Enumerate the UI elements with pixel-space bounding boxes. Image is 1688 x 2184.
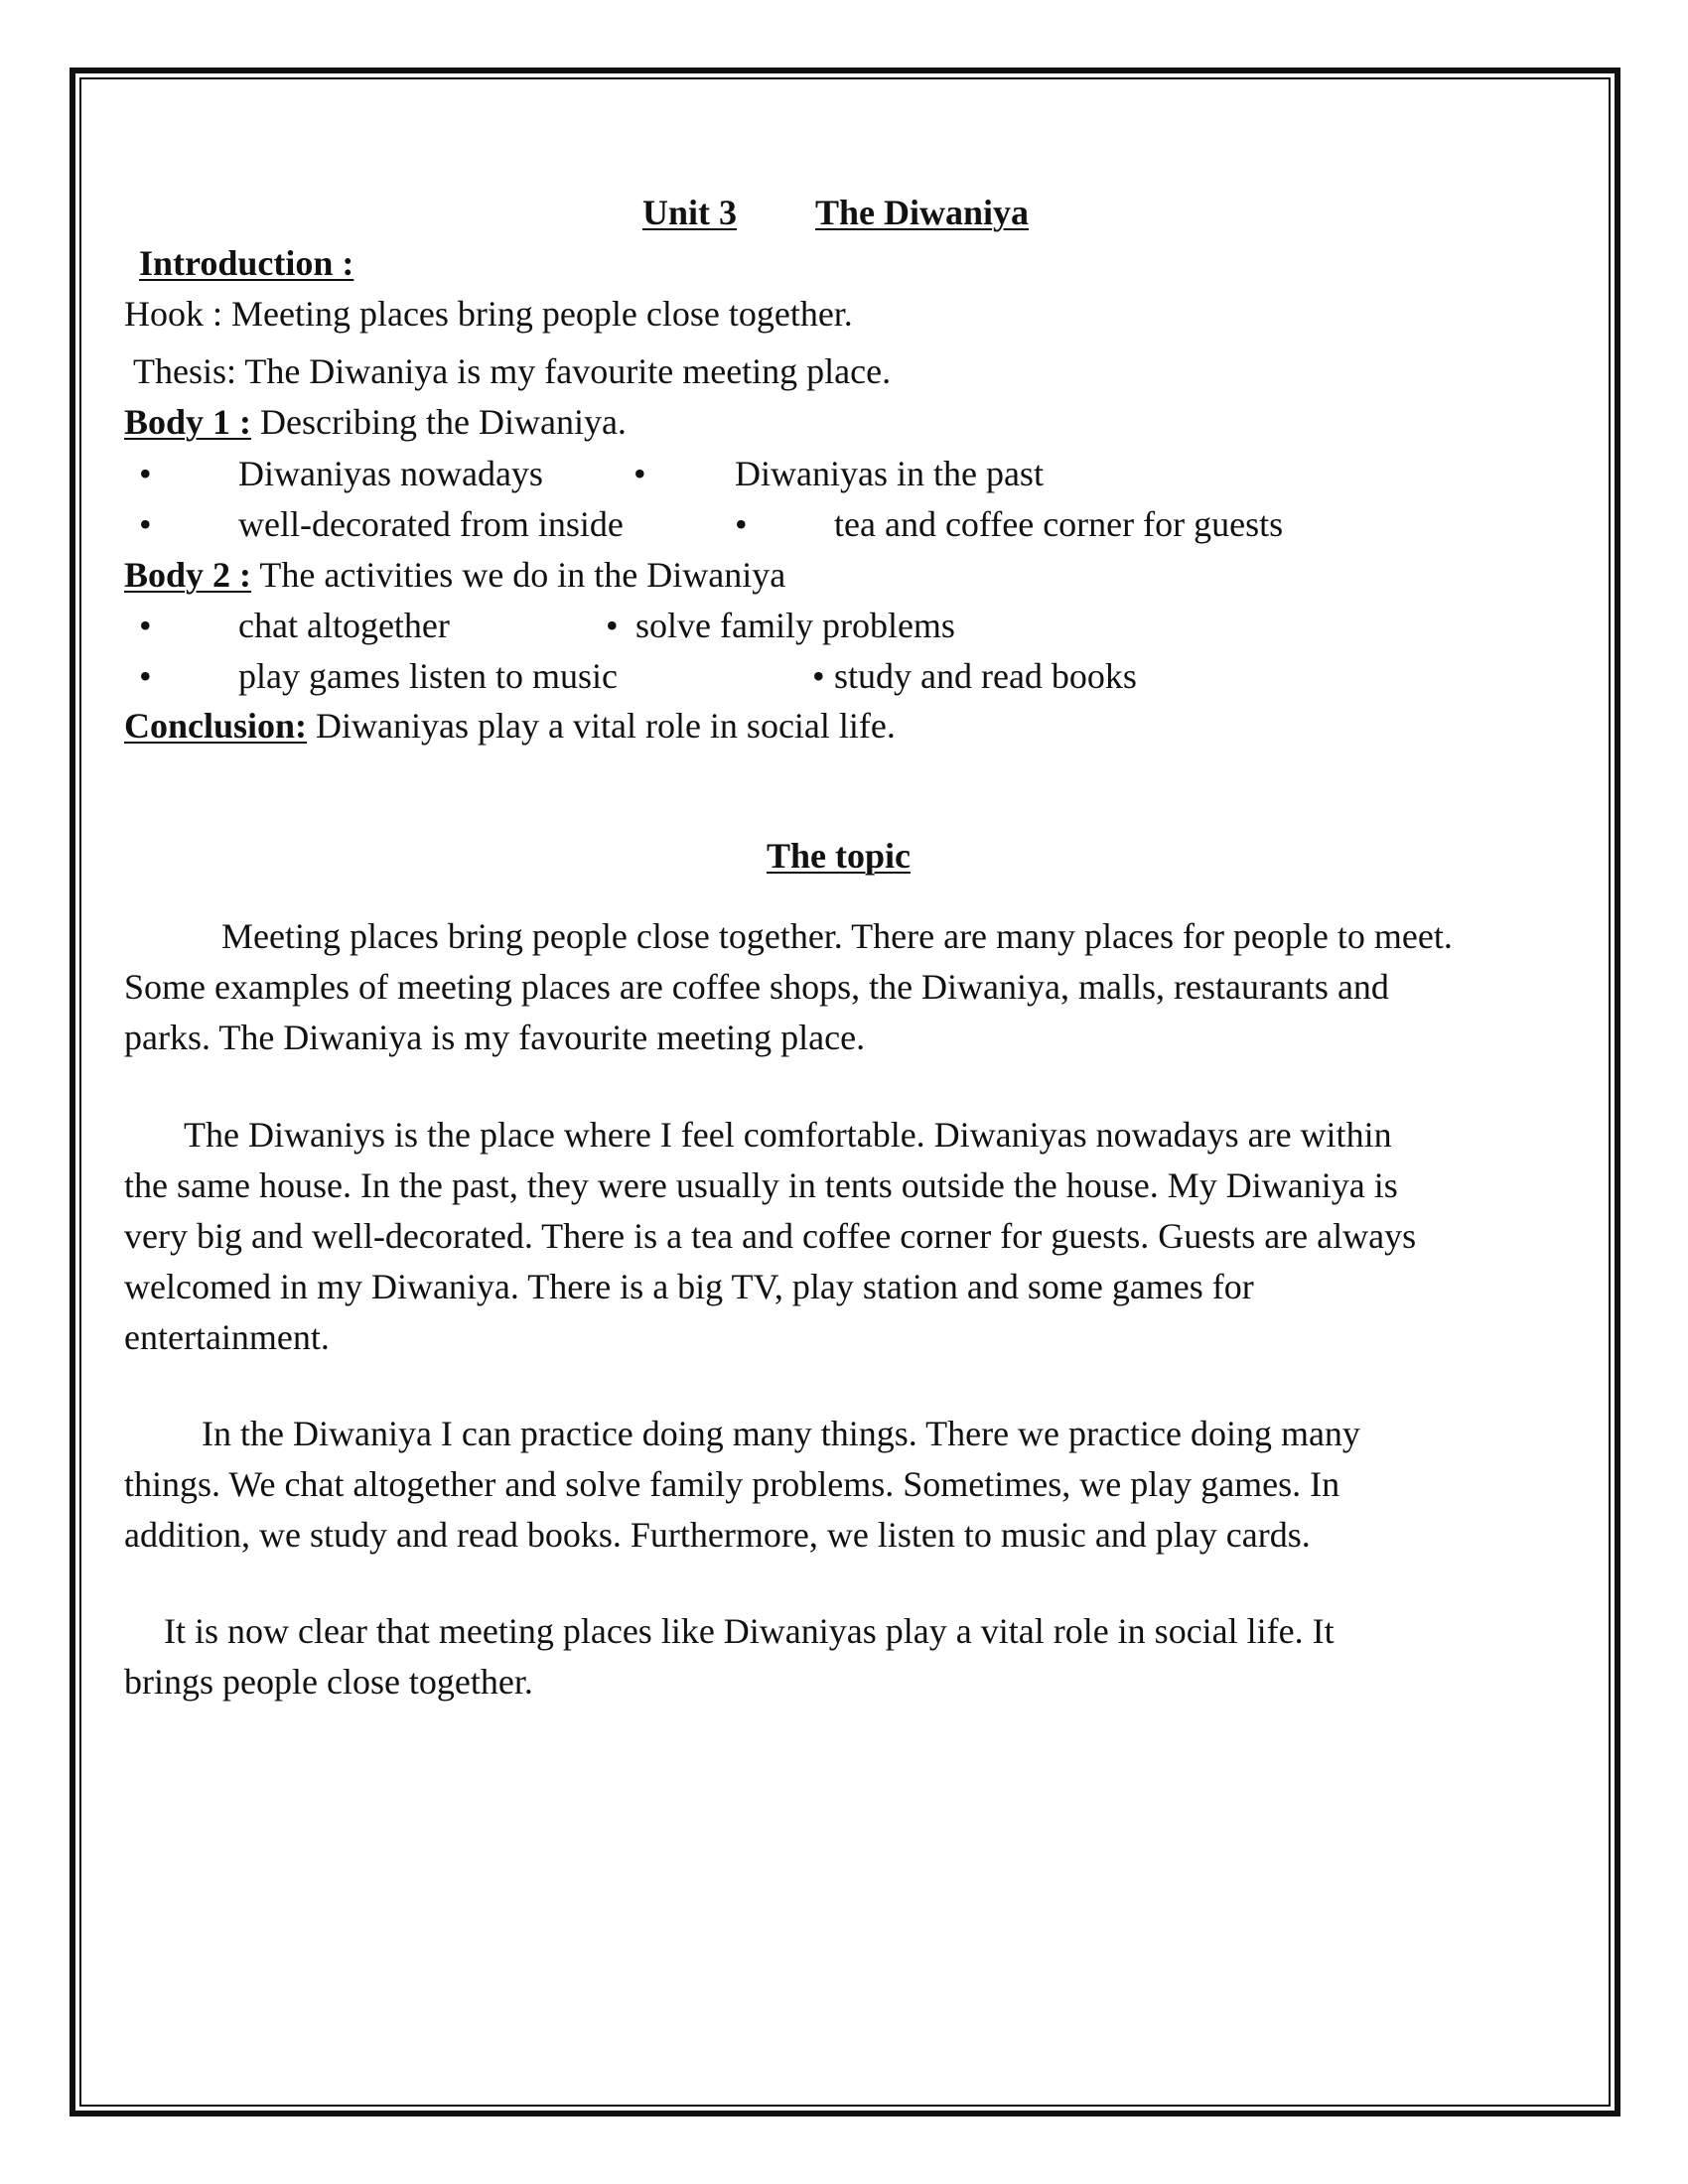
list-item: study and read books xyxy=(834,656,1137,696)
bullet-icon: • xyxy=(735,504,748,544)
bullet-icon: • xyxy=(139,606,152,645)
list-item: solve family problems xyxy=(635,606,955,645)
body2-text: The activities we do in the Diwaniya xyxy=(259,555,786,595)
unit-title: The Diwaniya xyxy=(815,193,1030,232)
conclusion-text: Diwaniyas play a vital role in social life. xyxy=(316,706,896,746)
paragraph-line: It is now clear that meeting places like Diwaniyas play a vital role in social life. It xyxy=(164,1611,1335,1651)
topic-paragraph-2 xyxy=(124,1110,1554,1363)
paragraph-line: addition, we study and read books. Furthermore, we listen to music and play cards. xyxy=(124,1515,1311,1555)
introduction-heading: Introduction : xyxy=(139,243,354,283)
body1-text: Describing the Diwaniya. xyxy=(260,402,627,442)
conclusion-line xyxy=(124,704,896,748)
body1-label: Body 1 : xyxy=(124,402,252,442)
paragraph-line: things. We chat altogether and solve family problems. Sometimes, we play games. In xyxy=(124,1464,1340,1504)
topic-paragraph-1 xyxy=(124,911,1554,1063)
list-item: tea and coffee corner for guests xyxy=(834,504,1284,544)
paragraph-line: The Diwaniys is the place where I feel comfortable. Diwaniyas nowadays are within xyxy=(184,1115,1392,1155)
topic-heading: The topic xyxy=(767,836,912,876)
paragraph-line: the same house. In the past, they were usually in tents outside the house. My Diwaniya is xyxy=(124,1165,1398,1205)
paragraph-line: In the Diwaniya I can practice doing many things. There we practice doing many xyxy=(202,1414,1360,1453)
bullet-icon: • xyxy=(633,454,646,493)
conclusion-label: Conclusion: xyxy=(124,706,308,746)
unit-label: Unit 3 xyxy=(642,193,738,232)
topic-paragraph-3 xyxy=(124,1409,1554,1561)
list-item: well-decorated from inside xyxy=(238,504,624,544)
body2-label: Body 2 : xyxy=(124,555,252,595)
body2-line xyxy=(124,553,785,597)
topic-paragraph-4 xyxy=(124,1606,1554,1707)
bullet-icon: • xyxy=(139,504,152,544)
thesis-line: Thesis: The Diwaniya is my favourite meeting place. xyxy=(133,351,892,391)
paragraph-line: entertainment. xyxy=(124,1317,330,1357)
paragraph-line: parks. The Diwaniya is my favourite meeting place. xyxy=(124,1018,866,1057)
body1-line xyxy=(124,400,627,444)
list-item: Diwaniyas nowadays xyxy=(238,454,543,493)
paragraph-line: Some examples of meeting places are coffee shops, the Diwaniya, malls, restaurants and xyxy=(124,967,1389,1007)
bullet-icon: • xyxy=(606,606,619,645)
paragraph-line: welcomed in my Diwaniya. There is a big TV, play station and some games for xyxy=(124,1267,1254,1306)
bullet-icon: • xyxy=(812,656,825,696)
list-item: chat altogether xyxy=(238,606,450,645)
list-item: Diwaniyas in the past xyxy=(735,454,1044,493)
list-item: play games listen to music xyxy=(238,656,618,696)
paragraph-line: brings people close together. xyxy=(124,1662,533,1702)
bullet-icon: • xyxy=(139,656,152,696)
hook-line: Hook : Meeting places bring people close together. xyxy=(124,294,853,334)
paragraph-line: very big and well-decorated. There is a tea and coffee corner for guests. Guests are always xyxy=(124,1216,1417,1256)
paragraph-line: Meeting places bring people close together. There are many places for people to meet. xyxy=(221,916,1453,956)
bullet-icon: • xyxy=(139,454,152,493)
